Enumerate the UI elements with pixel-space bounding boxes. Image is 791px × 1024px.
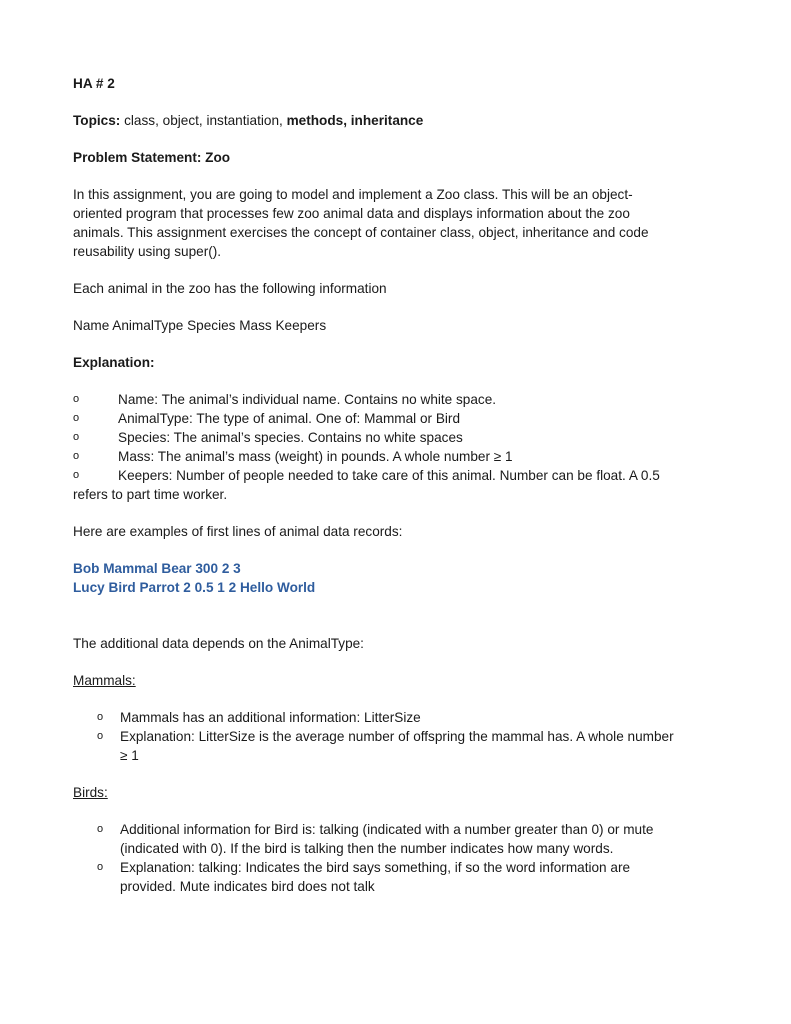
examples-intro: Here are examples of first lines of animal data records: [73, 524, 403, 539]
explanation-item-keepers: Keepers: Number of people needed to take care of this animal. Number can be float. A 0.5 [118, 468, 660, 483]
additional-intro: The additional data depends on the AnimalType: [73, 636, 364, 651]
each-animal-text: Each animal in the zoo has the following information [73, 281, 387, 296]
birds-item-1-line-2: (indicated with 0). If the bird is talking then the number indicates how many words. [120, 841, 614, 856]
sub-bullet-marker: o [97, 711, 104, 723]
keepers-continuation: refers to part time worker. [73, 487, 228, 502]
birds-heading: Birds: [73, 785, 108, 800]
explanation-heading: Explanation: [73, 355, 155, 370]
example-record-2: Lucy Bird Parrot 2 0.5 1 2 Hello World [73, 580, 316, 595]
page-title: HA # 2 [73, 76, 115, 91]
sub-bullet-marker: o [97, 861, 104, 873]
sub-bullet-marker: o [97, 730, 104, 742]
intro-line-1: In this assignment, you are going to model and implement a Zoo class. This will be an object- [73, 187, 633, 202]
bullet-marker: o [73, 431, 80, 443]
topics-plain: class, object, instantiation, [124, 113, 283, 128]
birds-item-1-line-1: Additional information for Bird is: talking (indicated with a number greater than 0) or mute [120, 822, 654, 837]
bullet-marker: o [73, 412, 80, 424]
topics-label: Topics: [73, 113, 121, 128]
explanation-item-name: Name: The animal’s individual name. Contains no white space. [118, 392, 497, 407]
birds-item-2-line-1: Explanation: talking: Indicates the bird says something, if so the word information are [120, 860, 631, 875]
topics-bold: methods, inheritance [286, 113, 424, 128]
explanation-item-mass: Mass: The animal’s mass (weight) in pounds. A whole number ≥ 1 [118, 449, 513, 464]
topics-line [73, 111, 423, 130]
mammals-item-2-continuation: ≥ 1 [120, 748, 139, 763]
birds-item-2-line-2: provided. Mute indicates bird does not talk [120, 879, 375, 894]
bullet-marker: o [73, 469, 80, 481]
intro-line-4: reusability using super(). [73, 244, 222, 259]
mammals-item-2: Explanation: LitterSize is the average number of offspring the mammal has. A whole number [120, 729, 674, 744]
intro-line-3: animals. This assignment exercises the concept of container class, object, inheritance and code [73, 225, 649, 240]
problem-statement-heading: Problem Statement: Zoo [73, 150, 231, 165]
explanation-item-animaltype: AnimalType: The type of animal. One of: Mammal or Bird [118, 411, 461, 426]
bullet-marker: o [73, 393, 80, 405]
mammals-item-1: Mammals has an additional information: LitterSize [120, 710, 421, 725]
example-record-1: Bob Mammal Bear 300 2 3 [73, 561, 241, 576]
sub-bullet-marker: o [97, 823, 104, 835]
fields-text: Name AnimalType Species Mass Keepers [73, 318, 327, 333]
mammals-heading: Mammals: [73, 673, 136, 688]
explanation-item-species: Species: The animal’s species. Contains no white spaces [118, 430, 463, 445]
intro-line-2: oriented program that processes few zoo animal data and displays information about the zoo [73, 206, 630, 221]
bullet-marker: o [73, 450, 80, 462]
